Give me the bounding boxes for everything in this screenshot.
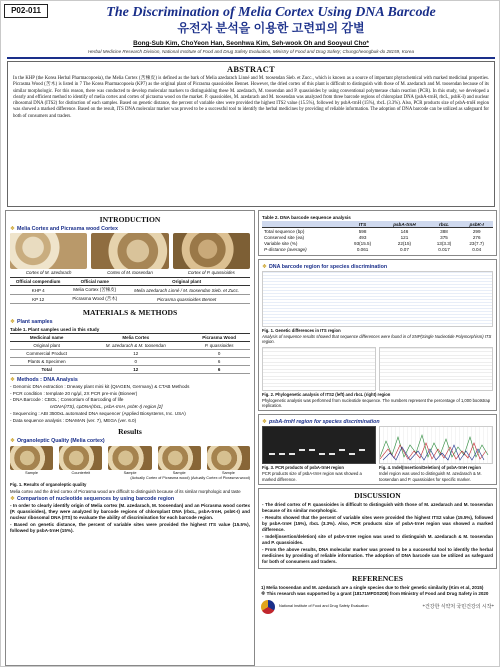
comparison-text <box>10 503 250 534</box>
list-item: - From the above results, DNA molecular marker was proved to be a successful tool to identify the herbal medicines by providing of reliable information. The adoption of DNA barcode can be utilized as safeguard for both of consumers and traders. <box>262 546 493 564</box>
compendium-table <box>10 277 250 304</box>
fig3-caption: Fig. 3. PCR products of psbA-trnH region <box>262 465 344 471</box>
fig1-genetic-caption: Fig. 1. Genetic differences in ITS region <box>262 327 341 333</box>
slogan: *건강한 식약처 국민건강의 시작* <box>422 605 494 611</box>
fig3-panel <box>262 426 376 482</box>
comparison-subheading: ❖ Comparison of nucleotide sequences by using barcode region <box>10 495 175 502</box>
table-header: Picrasma Wood <box>188 334 250 342</box>
fig4-caption: Fig. 4. Indel(Insertion/Deletion) of psbA-trnH region <box>379 465 481 471</box>
diamond-icon: ❖ <box>10 319 15 325</box>
dna-region-box <box>258 259 497 411</box>
photo-p-quassioides <box>173 233 250 269</box>
abstract-box <box>7 61 495 207</box>
table2-box <box>258 210 497 256</box>
table1-caption: Table 1. Plant samples used in this study <box>10 327 100 332</box>
chromatogram-trace <box>380 427 492 463</box>
fig2-text: Phylogenetic analysis was performed from nucleotide sequence. The numbers represent the percentage of 1,000 bootstrap replication. <box>262 397 491 408</box>
introduction-heading: INTRODUCTION <box>99 215 161 224</box>
list-item: nrDNA(ITS), cpDNA(rbcL, psbA-trnH, psbK-I) region [2] <box>50 404 163 410</box>
list-item: - Sequencing : ABI 3500xL automated DNA sequencer (Applied Biosystems, Inc. USA) <box>10 410 186 416</box>
indel-chromatogram <box>379 426 493 464</box>
diamond-icon: ❖ <box>10 377 15 383</box>
methods-heading: MATERIALS & METHODS <box>82 308 178 317</box>
table-header: Original plant <box>123 278 250 286</box>
table-header: psbA-trnH <box>381 221 428 228</box>
barcode-sequence-table <box>262 221 493 253</box>
list-item: 1) Melia toosendan and M. azedarach are a single species due to their genetic similarity (Kim et al, 2015) <box>261 584 484 590</box>
psba-figures <box>262 426 493 482</box>
right-column <box>258 210 497 666</box>
org-name: National Institute of Food and Drug Safety Evaluation <box>279 604 369 609</box>
diamond-icon: ❖ <box>262 263 267 270</box>
gel-band <box>359 449 365 451</box>
gel-band <box>339 449 345 451</box>
plant-samples-table <box>10 333 250 374</box>
table-row: KP 12 Picrasma Wood (苦木) Picrasma quassioides Bennet <box>10 295 250 304</box>
table-header: Official name <box>66 278 123 286</box>
left-column <box>5 210 255 666</box>
gel-band <box>349 453 355 455</box>
table-row: Total sequence (bp) 598 146 388 299 <box>264 228 481 234</box>
table-header: ITS <box>344 221 381 228</box>
organoleptic-photos <box>10 446 250 470</box>
gel-band <box>289 453 295 455</box>
poster-title: The Discrimination of Melia Cortex Using DNA Barcode <box>106 5 436 20</box>
results-heading: Results <box>118 426 142 436</box>
methods-list <box>10 384 250 424</box>
fig2-caption: Fig. 2. Phylogenetic analysis of ITS2 (left) and rbcL (right) region <box>262 391 391 397</box>
discussion-heading: DISCUSSION <box>354 490 401 500</box>
organoleptic-subheading: ❖ Organoleptic Quality (Melia cortex) <box>10 437 105 444</box>
dna-analysis-subheading: ❖ Methods : DNA Analysis <box>10 377 78 383</box>
list-item: - The dried cortex of P. quassioides is difficult to distinguish with those of M. azedarach and M. toosendan because of its similar morphologic. <box>262 501 493 513</box>
cortex-photos <box>10 233 250 269</box>
list-item: - Indel(insertion/deletion) site of psbA-trnH region was used to distinguish M. azedarach & M. toosendan and P. quassioides. <box>262 533 493 545</box>
gel-band <box>319 453 325 455</box>
fig1-text: Melia cortex and the dried cortex of Picrasma wood are difficult to distinguish because of its similar morphologic and taste <box>10 488 241 494</box>
fig1-genetic-text: Analysis of sequence results showed that sequence differences were found in of SNP(Single Nucleotide Polymorphism) ITS region. <box>262 334 492 345</box>
sample-photo <box>207 446 250 470</box>
table-row: KHP 4 Melia Cortex (苦楝皮) Melia azedarach Linné / M. toosendan Sieb. et Zucc. <box>10 286 250 295</box>
list-item: - In order to clearly identify origin of Melia cortex (M. azedarach, M. toosendan) and an Picrasma wood cortex (P. quassioides), they were analyzed by barcode regions of chloroplast DNA (rbcL, psbA-trnH, psbK-I) and nuclear ribosomal DNA (ITS) to evaluate the ability of discrimination for each barcode region. <box>10 502 250 521</box>
photo-caption: Cortex of M. azedarach <box>25 270 72 275</box>
sample-photo <box>108 446 151 470</box>
list-item: - Results showed that the percent of variable sites were provided the highest ITS2 value (15.5%), followed by psbA-trnH (15%), rbcL (3.3%). Also, PCR products size of psbA-trnH region was showed a marked difference. <box>262 514 493 532</box>
references-box <box>258 572 497 616</box>
table-header <box>262 221 344 228</box>
table2-caption: Table 2. DNA barcode sequence analysis <box>262 215 351 220</box>
tree-rbcl <box>379 347 493 391</box>
diamond-icon: ❖ <box>10 495 15 502</box>
list-item: ※ This research was supported by a grant (18171MFDS208) from Ministry of Food and Drug Safety in 2020 <box>261 590 489 596</box>
abstract-heading: ABSTRACT <box>226 65 275 74</box>
list-item: - PCR condition : template 20 ng/μl, 2X PCR pre-mix (Bioneer) <box>10 390 138 396</box>
gel-band <box>329 453 335 455</box>
gel-band <box>279 453 285 455</box>
organoleptic-subnote: (Actually Cortex of Picrasma wood) (Actually Cortex of Picrasma wood) <box>130 475 250 480</box>
its-alignment-figure <box>262 271 493 327</box>
footer-row <box>261 600 494 614</box>
table-header: Medicinal name <box>10 334 83 342</box>
affiliation: Herbal Medicine Research Division, National Institute of Food and Drug Safety Evaluation, Ministry of Food and Drug Safety; Chungcheongbuk-do 28159, Korea <box>87 49 415 54</box>
psba-subheading: ❖ psbA-trnH region for species discrimination <box>262 419 380 426</box>
references-list <box>261 585 494 597</box>
photo-caption: Cortex of P. quassioides <box>187 270 235 275</box>
pcr-gel-image <box>262 426 376 464</box>
table-row: Plants & Specimen 0 6 <box>10 358 250 366</box>
plant-samples-subheading: ❖ Plant samples <box>10 319 53 325</box>
list-item: - DNA Barcode : CBOL ; Consortium of Barcoding of life <box>10 397 124 403</box>
table-row: Commercial Product 12 0 <box>10 350 250 358</box>
gel-band <box>299 449 305 451</box>
poster-title-korean: 유전자 분석을 이용한 고련피의 감별 <box>177 21 365 35</box>
photo-m-toosendan <box>91 233 168 269</box>
table-row: Original plant M. azedarach & M. toosendan P. quassioides <box>10 342 250 350</box>
table-header: psbK-I <box>460 221 493 228</box>
fig3-text: PCR products size of psbA-trnH region was showed a marked difference. <box>262 471 362 482</box>
intro-subheading: ❖ Melia Cortex and Picrasma wood Cortex <box>10 226 118 232</box>
fig4-panel <box>379 426 493 482</box>
dna-region-subheading: ❖ DNA barcode region for species discrimination <box>262 263 388 270</box>
table-row: P-distance (average) 0.061 0.07 0.017 0.04 <box>264 247 482 253</box>
table-header: Melia Cortex <box>83 334 188 342</box>
tree-its2 <box>262 347 376 391</box>
table-row: Conserved site (ea) 493 121 375 276 <box>264 234 481 240</box>
list-item: - Data sequence analysis : DNAMAN (ver. 7), MEGA (ver. 6.0) <box>10 417 137 423</box>
table-header: rbcL <box>428 221 461 228</box>
nifds-logo-icon <box>261 600 275 614</box>
table-header: Official compendium <box>10 278 66 286</box>
phylogenetic-trees <box>262 347 493 391</box>
references-heading: REFERENCES <box>351 573 404 583</box>
photo-captions <box>10 270 250 275</box>
table-row: Total 12 6 <box>10 366 250 374</box>
abstract-text: In the KHP (the Korea Herbal Pharmacopoeia), the Melia Cortex (苦楝皮) is defined as the bark of Melia azedarach Linné and M. toosendan Sieb. et Zucc., which is known as a source of important phytochemical with marked medicinal properties. Picrasma Wood (苦木) is listed in 7 The Korea Pharmacopoeia (KP7) as the original plant of Picrasma quassioides Bennet. However, the dried cortex of this plant is difficult to distinguish with those of M. azedarach and M. toosendan because of its similar morphologic. For this reason, there was conducted to develop molecular markers to distinguishing these M. azedarach, M. toosendan and P. quassioides by using conventional polymerase chain reaction (PCR). In this study, we developed a clearly and efficient method to identify of melia cortex and cortex of picrasma wood on the market. P. quassioides, M. azedarach and M. toosendan was analyzed from three barcode regions of chloroplast DNA (psbA-trnH, rbcL, psbK-I) and nuclear ribosomal DNA (ITS2) for distinction of each samples. Based on genetic distance, the percent of variable sites were provided the highest ITS2 value (15.5%), followed by psbA-trnH (15%), rbcL (3.3%). Also, PCR products size of psbA-trnH region was showed a marked difference. Based on the result, ITS DNA molecular marker was proved to be a successful tool to identify the herbal medicines by providing of reliable information. The adoption of DNA barcode can be utilized as safeguard for both of consumers and traders. <box>13 76 489 119</box>
sample-photo <box>10 446 53 470</box>
list-item: - Based on genetic distance, the percent of variable sites were provided the highest ITS value (15.5%), followed by psbA-trnH (15%). <box>10 521 250 533</box>
diamond-icon: ❖ <box>10 226 15 232</box>
diamond-icon: ❖ <box>10 437 15 444</box>
photo-m-azedarach <box>10 233 87 269</box>
gel-band <box>269 453 275 455</box>
list-item: - Genomic DNA extraction : Dneasy plant mini kit (QIAGEN, Germany) & CTAB Methods <box>10 384 190 389</box>
discussion-list <box>262 502 493 565</box>
organoleptic-labels: Sample Counterfeit Sample Sample Sample <box>25 470 235 475</box>
fig4-text: Indel region was used to distinguish M. azedarach & M. toosendan and P. quassioides for specific marker. <box>379 471 482 482</box>
discussion-box <box>258 488 497 569</box>
table-row: Variable site (%) 93(15.5) 22(15) 13(3.3) 23(7.7) <box>264 241 484 247</box>
authors: Bong-Sub Kim, ChoYeon Han, Seonhwa Kim, Seh-wook Oh and Sooyeul Cho* <box>133 40 369 47</box>
diamond-icon: ❖ <box>262 419 267 426</box>
sample-photo <box>59 446 102 470</box>
psba-box <box>258 414 497 485</box>
title-divider <box>7 57 495 59</box>
poster-id: P02-011 <box>4 4 48 18</box>
sample-photo <box>158 446 201 470</box>
photo-caption: Cortex of M. toosendan <box>107 270 153 275</box>
gel-band <box>309 449 315 451</box>
fig1-caption: Fig. 1. Results of organoleptic quality <box>10 482 87 488</box>
